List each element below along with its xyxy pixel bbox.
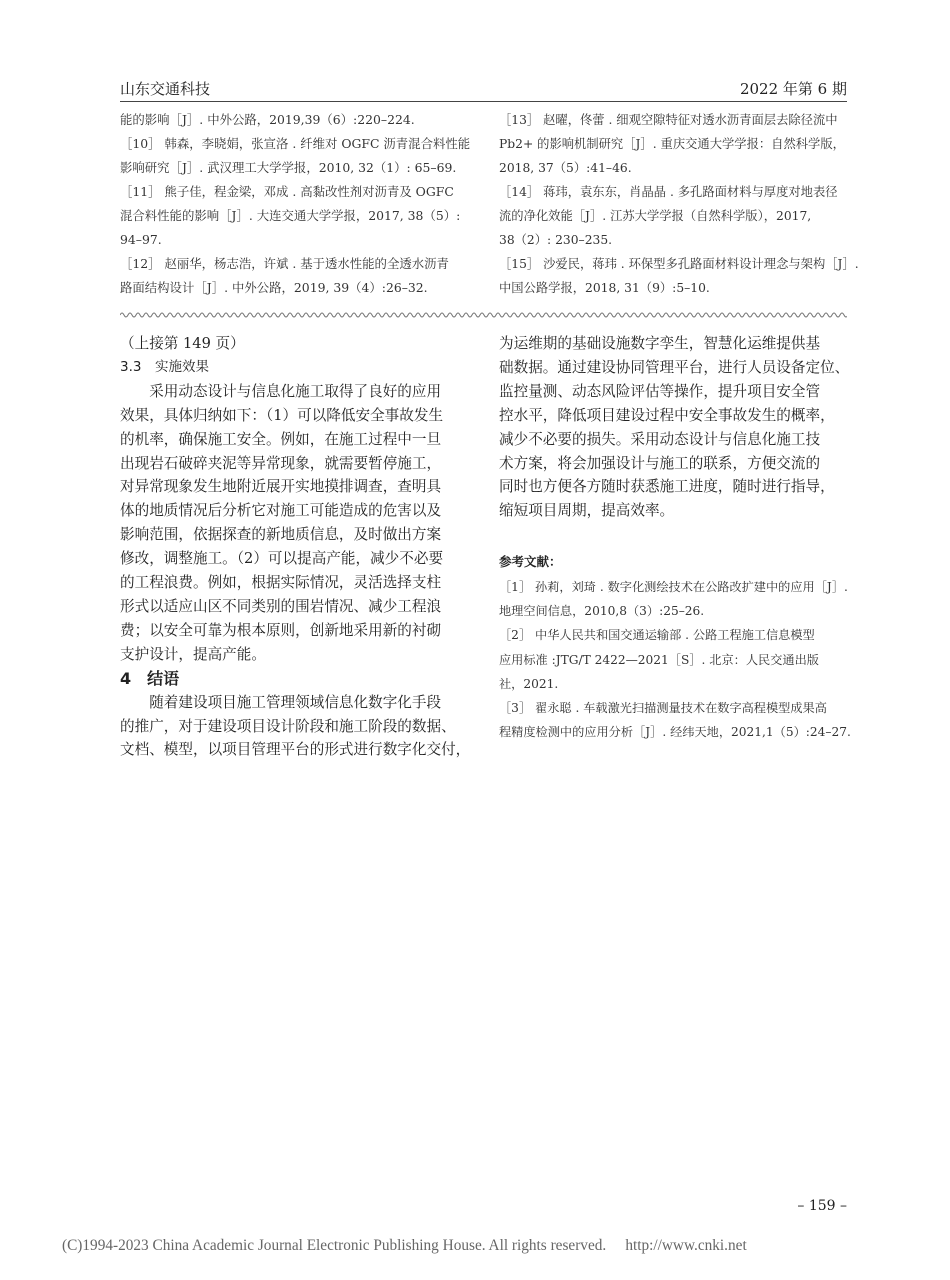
paragraph-line: 缩短项目周期，提高效率。 (499, 502, 675, 520)
paragraph-line: 减少不必要的损失。采用动态设计与信息化施工技 (499, 430, 821, 448)
paragraph-line: 同时也方便各方随时获悉施工进度，随时进行指导， (499, 478, 835, 496)
ref-line: 地理空间信息，2010,8（3）:25–26. (499, 604, 705, 619)
paragraph-line: 控水平，降低项目建设过程中安全事故发生的概率， (499, 406, 835, 424)
left-column (120, 332, 470, 762)
journal-name: 山东交通科技 (120, 80, 211, 98)
ref-line: 能的影响［J］. 中外公路，2019,39（6）:220–224. (120, 112, 415, 127)
copyright-footer: (C)1994-2023 China Academic Journal Electronic Publishing House. All rights reserved. http://www.cnki.net (62, 1237, 747, 1254)
references-top-left (120, 108, 470, 300)
ref-line: ［15］ 沙爱民，蒋玮 . 环保型多孔路面材料设计理念与架构［J］. (499, 256, 859, 271)
ref-line: 38（2）: 230–235. (499, 232, 613, 247)
ref-line: ［1］ 孙莉，刘琦 . 数字化测绘技术在公路改扩建中的应用［J］. (499, 580, 848, 594)
section-4-heading: 4 结语 (120, 668, 180, 688)
continued-note: （上接第 149 页） (120, 335, 245, 352)
references-top-right (499, 108, 862, 300)
ref-line: ［10］ 韩森，李晓娟，张宣洛 . 纤维对 OGFC 沥青混合料性能 (120, 136, 471, 151)
paragraph-line: 术方案，将会加强设计与施工的联系，方便交流的 (499, 454, 821, 472)
ref-line: 社，2021. (499, 676, 559, 691)
paragraph-line: 对异常现象发生地附近展开实地摸排调查，查明具 (120, 478, 442, 496)
ref-line: 路面结构设计［J］. 中外公路，2019, 39（4）:26–32. (120, 280, 428, 295)
paragraph-line: 的工程浪费。例如，根据实际情况，灵活选择支柱 (120, 574, 442, 592)
right-column (499, 332, 849, 523)
ref-line: ［2］ 中华人民共和国交通运输部 . 公路工程施工信息模型 (499, 628, 815, 643)
paragraph-line: 随着建设项目施工管理领域信息化数字化手段 (120, 693, 442, 711)
ref-line: 中国公路学报，2018, 31（9）:5–10. (499, 280, 710, 295)
issue-label: 2022 年第 6 期 (739, 80, 847, 98)
paragraph-line: 形式以适应山区不同类别的围岩情况、减少工程浪 (120, 597, 442, 615)
ref-line: 应用标准 :JTG/T 2422—2021［S］. 北京：人民交通出版 (499, 652, 819, 667)
paragraph-line: 文档、模型，以项目管理平台的形式进行数字化交付， (120, 741, 471, 759)
ref-line: ［12］ 赵丽华，杨志浩，许斌 . 基于透水性能的全透水沥青 (120, 256, 449, 271)
paragraph-line: 的机率，确保施工安全。例如，在施工过程中一旦 (120, 430, 442, 448)
ref-line: 程精度检测中的应用分析［J］. 经纬天地，2021,1（5）:24–27. (499, 725, 851, 740)
paragraph-line: 支护设计，提高产能。 (120, 645, 266, 663)
header-rule (120, 101, 847, 102)
paragraph-line: 础数据。通过建设协同管理平台，进行人员设备定位、 (499, 358, 850, 376)
references-list (499, 575, 851, 744)
page-number: – 159 – (797, 1198, 847, 1214)
ref-line: 2018, 37（5）:41–46. (499, 160, 632, 175)
paragraph-line: 效果，具体归纳如下：（1）可以降低安全事故发生 (120, 406, 444, 424)
ref-line: ［13］ 赵曜，佟蕾 . 细观空隙特征对透水沥青面层去除径流中 (499, 112, 838, 127)
paragraph-line: 修改，调整施工。（2）可以提高产能，减少不必要 (120, 550, 444, 568)
ref-line: 流的净化效能［J］. 江苏大学学报（自然科学版），2017, (499, 208, 812, 223)
ref-line: ［3］ 翟永聪 . 车载激光扫描测量技术在数字高程模型成果高 (499, 701, 827, 716)
paragraph-line: 影响范围，依据探查的新地质信息，及时做出方案 (120, 526, 442, 544)
paragraph-line: 采用动态设计与信息化施工取得了良好的应用 (120, 382, 442, 400)
paragraph-line: 体的地质情况后分析它对施工可能造成的危害以及 (120, 502, 442, 520)
wavy-separator (120, 309, 847, 321)
references-heading: 参考文献： (499, 554, 562, 569)
ref-line: Pb2+ 的影响机制研究［J］. 重庆交通大学学报：自然科学版， (499, 136, 845, 151)
ref-line: 影响研究［J］. 武汉理工大学学报，2010, 32（1）: 65–69. (120, 160, 457, 175)
paragraph-line: 监控量测、动态风险评估等操作，提升项目安全管 (499, 382, 821, 400)
ref-line: 混合料性能的影响［J］. 大连交通大学学报，2017, 38（5）: (120, 208, 461, 223)
ref-line: ［11］ 熊子佳，程金梁，邓成 . 高黏改性剂对沥青及 OGFC (120, 184, 454, 199)
paragraph-line: 出现岩石破碎夹泥等异常现象，就需要暂停施工， (120, 454, 442, 472)
ref-line: 94–97. (120, 232, 162, 247)
ref-line: ［14］ 蒋玮，袁东东，肖晶晶 . 多孔路面材料与厚度对地表径 (499, 184, 838, 199)
paragraph-line: 的推广，对于建设项目设计阶段和施工阶段的数据、 (120, 717, 456, 735)
section-3-3-heading: 3.3 实施效果 (120, 358, 209, 375)
paragraph-line: 费；以安全可靠为根本原则，创新地采用新的衬砌 (120, 621, 442, 639)
paragraph-line: 为运维期的基础设施数字孪生，智慧化运维提供基 (499, 335, 821, 352)
